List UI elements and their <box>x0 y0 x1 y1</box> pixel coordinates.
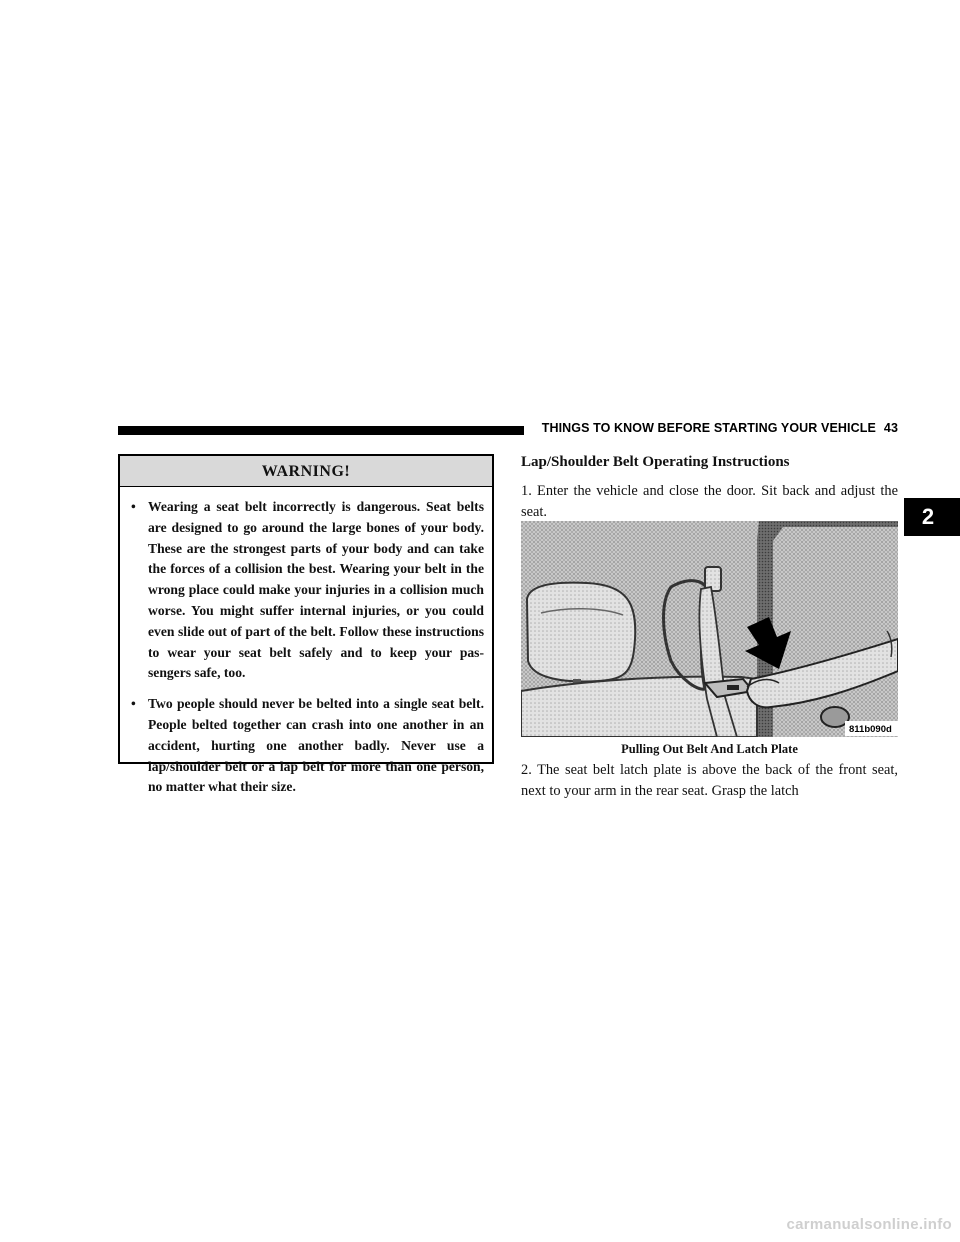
warning-item-text: Wearing a seat belt incorrectly is dangerous. Seat belts are designed to go around the large bones of your body. These are the strongest parts of your body and can take the forces of a collision the best. Wearing your belt in the wrong place could make your injuries in a collision much worse. You might suffer internal injuries, or you could even slide out of part of the belt. Follow these instructions to wear your seat belt safely and to keep your pas- sengers safe, too. <box>148 499 484 681</box>
bullet-icon: • <box>131 499 136 514</box>
bullet-icon: • <box>131 696 136 712</box>
watermark: carmanualsonline.info <box>786 1216 952 1233</box>
header-rule <box>118 426 524 435</box>
warning-item <box>120 694 492 798</box>
warning-item-text: Two people should never be belted into a single seat belt. People belted together can crash into one another in an accident, hurting one another badly. Never use a lap/shoulder belt or a lap belt for more than one person, no matter what their size. <box>148 696 484 795</box>
page-number: 43 <box>883 421 898 435</box>
step-2-text: 2. The seat belt latch plate is above the back of the front seat, next to your arm in the rear seat. Grasp the latch <box>521 762 898 799</box>
section-heading: Lap/Shoulder Belt Operating Instructions <box>521 454 790 470</box>
warning-list <box>120 497 492 798</box>
running-header <box>534 421 898 435</box>
seat-belt-illustration <box>521 521 898 737</box>
figure-caption: Pulling Out Belt And Latch Plate <box>621 742 798 756</box>
warning-box <box>118 454 494 795</box>
chapter-tab: 2 <box>904 498 960 536</box>
warning-item <box>120 497 492 684</box>
header-title: THINGS TO KNOW BEFORE STARTING YOUR VEHICLE <box>541 421 876 435</box>
warning-title: WARNING! <box>120 456 492 487</box>
step-1-text: 1. Enter the vehicle and close the door. Sit back and adjust the seat. <box>521 483 898 520</box>
figure-code: 811b090d <box>849 724 892 735</box>
